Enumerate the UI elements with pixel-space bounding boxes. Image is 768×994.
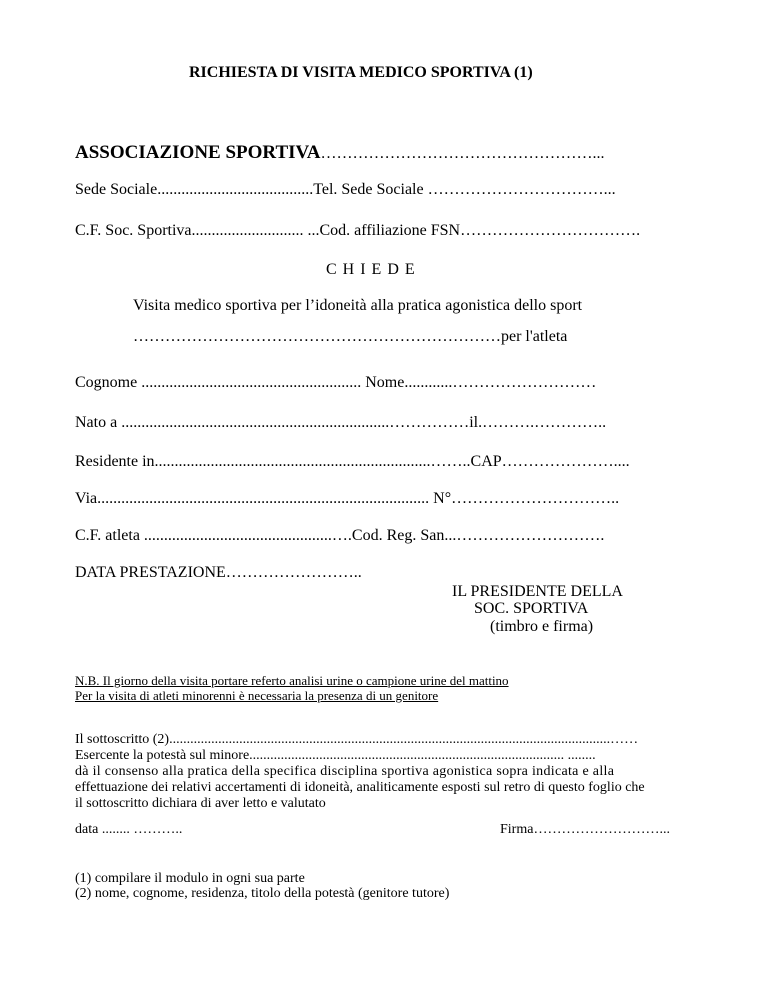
residente-line: Residente in.....................................................................……..CAP………………….... [75,453,630,470]
consent-line-4: effettuazione dei relativi accertamenti di idoneità, analiticamente esposti sul retro di questo foglio che [75,780,645,795]
chiede-heading: C H I E D E [326,261,416,278]
firma-field: Firma………………………... [500,822,670,837]
sede-sociale-line: Sede Sociale.......................................Tel. Sede Sociale ……………………………... [75,181,616,198]
consent-line-2: Esercente la potestà sul minore.......................................................................................... ........ [75,748,596,763]
consent-line-1: Il sottoscritto (2)..............................................................................................................................…… [75,732,639,747]
presidente-line-3: (timbro e firma) [490,618,594,635]
presidente-line-1: IL PRESIDENTE DELLA [452,583,623,600]
document-title: RICHIESTA DI VISITA MEDICO SPORTIVA (1) [189,64,533,81]
consent-line-3: dà il consenso alla pratica della specifica disciplina sportiva agonistica sopra indicata e alla [75,764,615,779]
nb-note-1: N.B. Il giorno della visita portare referto analisi urine o campione urine del mattino [75,673,509,688]
association-dots: ……………………………………………... [320,145,605,162]
footnote-2: (2) nome, cognome, residenza, titolo della potestà (genitore tutore) [75,886,450,901]
presidente-line-2: SOC. SPORTIVA [474,600,589,617]
nb-note-2: Per la visita di atleti minorenni è necessaria la presenza di un genitore [75,688,439,703]
association-line [75,142,605,164]
data-prestazione-line: DATA PRESTAZIONE…………………….. [75,564,362,581]
sport-line: ……………………………………………………………per l'atleta [133,328,568,345]
visita-text: Visita medico sportiva per l’idoneità alla pratica agonistica dello sport [133,297,583,314]
cf-soc-sportiva-line: C.F. Soc. Sportiva............................ ...Cod. affiliazione FSN……………………………. [75,222,641,239]
data-field: data ........ ……….. [75,822,183,837]
cognome-nome-line: Cognome ....................................................... Nome............……………………… [75,374,597,391]
consent-line-5: il sottoscritto dichiara di aver letto e valutato [75,796,326,811]
cf-atleta-line: C.F. atleta ...............................................….Cod. Reg. San...………………………. [75,527,605,544]
nato-line: Nato a ...................................................................……………il.……….………….. [75,414,607,431]
via-line: Via................................................................................... N°………………………….. [75,490,620,507]
footnote-1: (1) compilare il modulo in ogni sua parte [75,871,305,886]
association-label: ASSOCIAZIONE SPORTIVA [75,142,321,163]
